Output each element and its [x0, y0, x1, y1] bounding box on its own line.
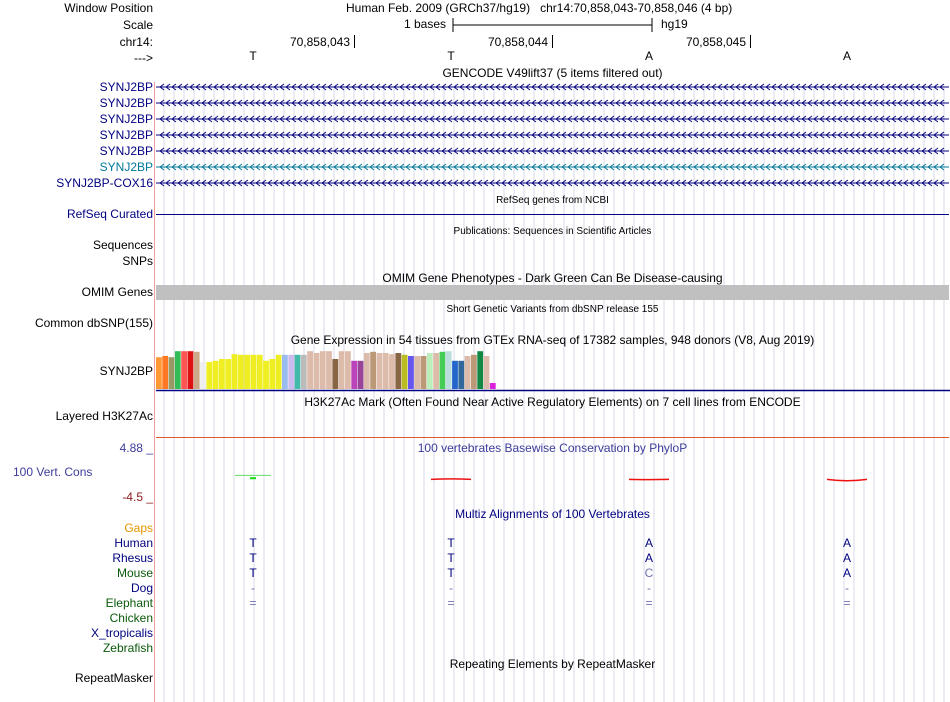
multiz-species-label[interactable]: X_tropicalis [90, 626, 153, 640]
omim-title: OMIM Gene Phenotypes - Dark Green Can Be Disease-causing [382, 271, 723, 285]
chrom-label: chr14: [119, 35, 153, 49]
gencode-gene-track[interactable] [156, 130, 949, 140]
dbsnp-label[interactable]: Common dbSNP(155) [34, 316, 153, 330]
multiz-aligned-base: A [842, 566, 851, 580]
multiz-aligned-base: A [842, 551, 851, 565]
gtex-tissue-bar[interactable] [458, 361, 464, 389]
multiz-species-label[interactable]: Mouse [116, 566, 153, 580]
refseq-label[interactable]: RefSeq Curated [66, 207, 153, 221]
scale-db: hg19 [661, 17, 688, 31]
gtex-tissue-bar[interactable] [484, 356, 490, 389]
gtex-tissue-bar[interactable] [389, 354, 395, 389]
gtex-tissue-bar[interactable] [257, 355, 263, 389]
multiz-species-label[interactable]: Rhesus [112, 551, 153, 565]
multiz-aligned-base: - [845, 581, 849, 595]
gtex-label[interactable]: SYNJ2BP [99, 364, 153, 378]
multiz-aligned-base: T [249, 536, 257, 550]
multiz-aligned-base: T [447, 536, 455, 550]
gtex-tissue-bar[interactable] [244, 355, 250, 389]
window-position-value: Human Feb. 2009 (GRCh37/hg19) chr14:70,858,043-70,858,046 (4 bp) [346, 1, 733, 15]
gtex-tissue-bar[interactable] [477, 351, 483, 389]
gtex-tissue-bar[interactable] [320, 351, 326, 389]
gencode-gene-label[interactable]: SYNJ2BP [99, 160, 153, 174]
multiz-aligned-base: T [249, 551, 257, 565]
gtex-tissue-bar[interactable] [175, 351, 181, 389]
gtex-tissue-bar[interactable] [206, 362, 212, 389]
gtex-tissue-bar[interactable] [377, 353, 383, 389]
gencode-title: GENCODE V49lift37 (5 items filtered out) [442, 66, 663, 80]
reference-base: A [644, 49, 653, 63]
gtex-tissue-bar[interactable] [471, 355, 477, 389]
cons-min-label: -4.5 _ [122, 490, 153, 504]
gencode-gene-label[interactable]: SYNJ2BP [99, 112, 153, 126]
gtex-tissue-bar[interactable] [370, 352, 376, 389]
cons-title: 100 vertebrates Basewise Conservation by PhyloP [417, 441, 688, 455]
gtex-tissue-bar[interactable] [263, 361, 269, 389]
gtex-tissue-bar[interactable] [219, 359, 225, 389]
gtex-tissue-bar[interactable] [465, 356, 471, 389]
multiz-aligned-base: T [447, 566, 455, 580]
multiz-aligned-base: = [447, 596, 455, 610]
multiz-aligned-base: C [644, 566, 654, 580]
gtex-tissue-bar[interactable] [440, 352, 446, 389]
ruler-tick-label: 70,858,045 [685, 35, 746, 49]
ruler-tick-mark [552, 35, 553, 48]
ruler-tick-mark [750, 35, 751, 48]
repeatmasker-label[interactable]: RepeatMasker [74, 671, 153, 685]
gtex-tissue-bar[interactable] [408, 356, 414, 389]
gtex-tissue-bar[interactable] [433, 353, 439, 389]
ruler-tick-label: 70,858,043 [289, 35, 350, 49]
multiz-title: Multiz Alignments of 100 Vertebrates [455, 507, 650, 521]
cons-positive-mark [250, 477, 256, 479]
scale-text: 1 bases [404, 17, 447, 31]
gtex-tissue-bar[interactable] [194, 352, 200, 389]
ruler-tick-label: 70,858,044 [487, 35, 548, 49]
dbsnp-title: Short Genetic Variants from dbSNP release 155 [446, 304, 659, 315]
gencode-gene-label[interactable]: SYNJ2BP [99, 144, 153, 158]
gencode-gene-label[interactable]: SYNJ2BP [99, 96, 153, 110]
gtex-tissue-bar[interactable] [490, 383, 496, 389]
reference-base: A [842, 49, 851, 63]
gtex-tissue-bar[interactable] [421, 356, 427, 389]
gtex-tissue-bar[interactable] [225, 359, 231, 389]
gtex-tissue-bar[interactable] [213, 361, 219, 389]
gtex-tissue-bar[interactable] [383, 353, 389, 389]
gencode-gene-track[interactable] [156, 178, 949, 188]
gtex-tissue-bar[interactable] [351, 361, 357, 389]
gtex-tissue-bar[interactable] [181, 351, 187, 389]
gtex-tissue-bar[interactable] [169, 357, 175, 389]
publications-title: Publications: Sequences in Scientific Articles [453, 226, 652, 237]
multiz-aligned-base: A [644, 551, 653, 565]
gtex-tissue-bar[interactable] [395, 353, 401, 389]
multiz-aligned-base: - [647, 581, 651, 595]
publications-sequences-label[interactable]: Sequences [92, 238, 153, 252]
gtex-tissue-bar[interactable] [427, 353, 433, 389]
gencode-gene-track[interactable] [156, 162, 949, 172]
multiz-aligned-base: A [842, 536, 851, 550]
gtex-tissue-bar[interactable] [288, 355, 294, 389]
repeatmasker-title: Repeating Elements by RepeatMasker [449, 657, 656, 671]
gtex-tissue-bar[interactable] [238, 355, 244, 389]
omim-track-bar[interactable] [156, 285, 949, 300]
gtex-tissue-bar[interactable] [345, 351, 351, 389]
publications-snps-label[interactable]: SNPs [122, 254, 153, 268]
gtex-tissue-bar[interactable] [269, 359, 275, 389]
gtex-tissue-bar[interactable] [251, 355, 257, 389]
reference-base: T [249, 49, 257, 63]
multiz-species-label[interactable]: Elephant [105, 596, 153, 610]
gtex-tissue-bar[interactable] [332, 359, 338, 389]
gtex-tissue-bar[interactable] [276, 355, 282, 389]
gtex-tissue-bar[interactable] [339, 351, 345, 389]
gtex-tissue-bar[interactable] [200, 362, 206, 389]
gencode-gene-track[interactable] [156, 114, 949, 124]
cons-negative-mark [431, 479, 471, 480]
gtex-tissue-bar[interactable] [364, 353, 370, 389]
gtex-tissue-bar[interactable] [358, 361, 364, 389]
gencode-gene-track[interactable] [156, 146, 949, 156]
gtex-tissue-bar[interactable] [162, 356, 168, 389]
reference-base: T [447, 49, 455, 63]
gtex-tissue-bar[interactable] [326, 351, 332, 389]
window-position-label: Window Position [64, 1, 153, 15]
multiz-species-label[interactable]: Zebrafish [102, 641, 153, 655]
gencode-gene-track[interactable] [156, 98, 949, 108]
gtex-tissue-bar[interactable] [452, 361, 458, 389]
scale-label: Scale [122, 18, 153, 32]
gtex-tissue-bar[interactable] [188, 351, 194, 389]
gencode-gene-track[interactable] [156, 82, 949, 92]
gencode-gene-label[interactable]: SYNJ2BP [99, 128, 153, 142]
gtex-title: Gene Expression in 54 tissues from GTEx RNA-seq of 17382 samples, 948 donors (V8, Aug 2019) [290, 333, 815, 347]
gtex-tissue-bar[interactable] [282, 355, 288, 389]
multiz-aligned-base: T [447, 551, 455, 565]
multiz-species-label[interactable]: Human [114, 536, 153, 550]
scale-bar [452, 16, 654, 34]
multiz-aligned-base: A [644, 536, 653, 550]
gtex-tissue-bar[interactable] [314, 353, 320, 389]
gtex-tissue-bar[interactable] [156, 357, 162, 389]
gtex-tissue-bar[interactable] [307, 351, 313, 389]
multiz-aligned-base: = [645, 596, 653, 610]
multiz-aligned-base: = [843, 596, 851, 610]
multiz-aligned-base: = [249, 596, 257, 610]
cons-max-label: 4.88 _ [119, 441, 153, 455]
gtex-tissue-bar[interactable] [232, 354, 238, 389]
cons-label[interactable]: 100 Vert. Cons [13, 465, 93, 479]
refseq-track-line[interactable] [156, 214, 949, 215]
cons-negative-mark [827, 479, 867, 480]
gtex-tissue-bar[interactable] [301, 355, 307, 389]
multiz-aligned-base: - [449, 581, 453, 595]
cons-plot[interactable] [156, 455, 950, 500]
multiz-aligned-base: T [249, 566, 257, 580]
gtex-tissue-bar[interactable] [402, 355, 408, 389]
gencode-gene-label[interactable]: SYNJ2BP [99, 80, 153, 94]
h3k27ac-title: H3K27Ac Mark (Often Found Near Active Regulatory Elements) on 7 cell lines from ENCODE [304, 395, 801, 409]
gtex-tissue-bar[interactable] [414, 356, 420, 389]
gencode-gene-label[interactable]: SYNJ2BP-COX16 [56, 176, 153, 190]
strand-label: ---> [134, 51, 153, 65]
gtex-tissue-bar[interactable] [446, 351, 452, 389]
gtex-tissue-bar[interactable] [295, 355, 301, 389]
multiz-gaps-label[interactable]: Gaps [124, 521, 153, 535]
h3k27ac-track-line[interactable] [156, 437, 949, 438]
multiz-aligned-base: - [251, 581, 255, 595]
refseq-title: RefSeq genes from NCBI [496, 195, 609, 206]
ruler-tick-mark [354, 35, 355, 48]
multiz-species-label[interactable]: Chicken [109, 611, 153, 625]
gtex-bar-chart[interactable] [156, 347, 950, 393]
omim-label[interactable]: OMIM Genes [81, 285, 153, 299]
multiz-species-label[interactable]: Dog [130, 581, 153, 595]
h3k27ac-label[interactable]: Layered H3K27Ac [55, 409, 153, 423]
